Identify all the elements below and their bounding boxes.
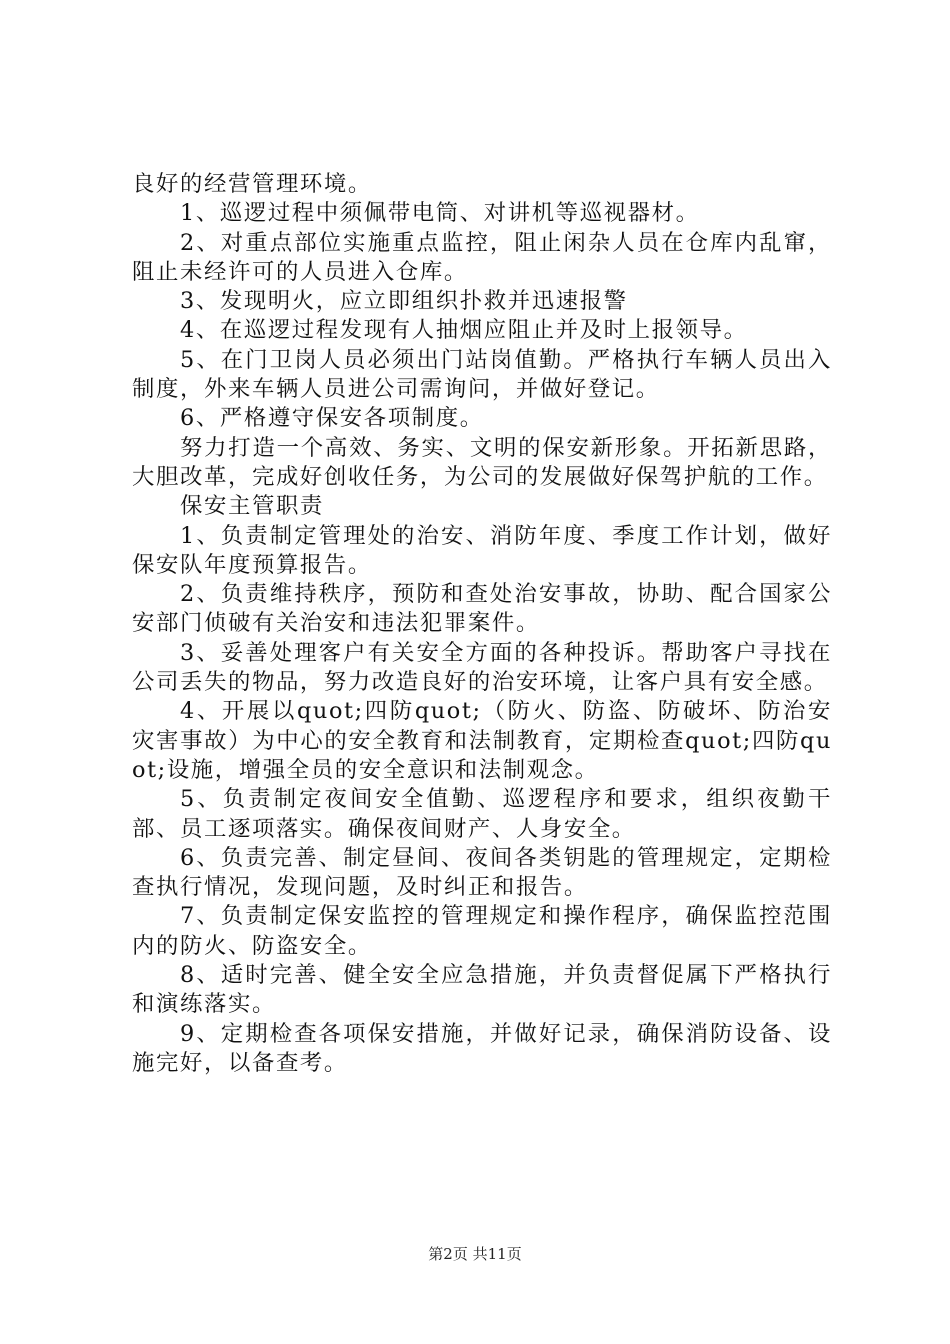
paragraph: 4、开展以quot;四防quot;（防火、防盗、防破坏、防治安灾害事故）为中心的安全教育和法制教育，定期检查quot;四防quot;设施，增强全员的安全意识和法制观念。 — [132, 698, 832, 783]
paragraph: 1、巡逻过程中须佩带电筒、对讲机等巡视器材。 — [180, 200, 700, 227]
paragraph: 努力打造一个高效、务实、文明的保安新形象。开拓新思路，大胆改革，完成好创收任务，为公司的发展做好保驾护航的工作。 — [132, 434, 832, 490]
paragraph: 6、严格遵守保安各项制度。 — [180, 405, 484, 432]
paragraph: 8、适时完善、健全安全应急措施，并负责督促属下严格执行和演练落实。 — [132, 962, 832, 1018]
paragraph: 2、对重点部位实施重点监控，阻止闲杂人员在仓库内乱窜，阻止未经许可的人员进入仓库。 — [132, 229, 832, 285]
paragraph: 5、在门卫岗人员必须出门站岗值勤。严格执行车辆人员出入制度，外来车辆人员进公司需询问，并做好登记。 — [132, 346, 832, 403]
paragraph: 保安主管职责 — [180, 493, 324, 520]
paragraph: 7、负责制定保安监控的管理规定和操作程序，确保监控范围内的防火、防盗安全。 — [132, 903, 832, 959]
paragraph: 良好的经营管理环境。 — [132, 171, 372, 197]
paragraph: 3、发现明火，应立即组织扑救并迅速报警 — [180, 288, 628, 315]
paragraph: 6、负责完善、制定昼间、夜间各类钥匙的管理规定，定期检查执行情况，发现问题，及时纠正和报告。 — [132, 844, 832, 901]
paragraph: 1、负责制定管理处的治安、消防年度、季度工作计划，做好保安队年度预算报告。 — [132, 522, 832, 578]
paragraph: 3、妥善处理客户有关安全方面的各种投诉。帮助客户寻找在公司丢失的物品，努力改造良好的治安环境，让客户具有安全感。 — [132, 639, 832, 696]
document-body — [132, 170, 832, 1078]
paragraph: 5、负责制定夜间安全值勤、巡逻程序和要求，组织夜勤干部、员工逐项落实。确保夜间财产、人身安全。 — [132, 786, 832, 842]
paragraph: 9、定期检查各项保安措施，并做好记录，确保消防设备、设施完好，以备查考。 — [132, 1020, 832, 1076]
page-footer: 第2页 共11页 — [428, 1245, 522, 1263]
paragraph: 2、负责维持秩序，预防和查处治安事故，协助、配合国家公安部门侦破有关治安和违法犯罪案件。 — [132, 581, 832, 637]
paragraph: 4、在巡逻过程发现有人抽烟应阻止并及时上报领导。 — [180, 317, 748, 344]
